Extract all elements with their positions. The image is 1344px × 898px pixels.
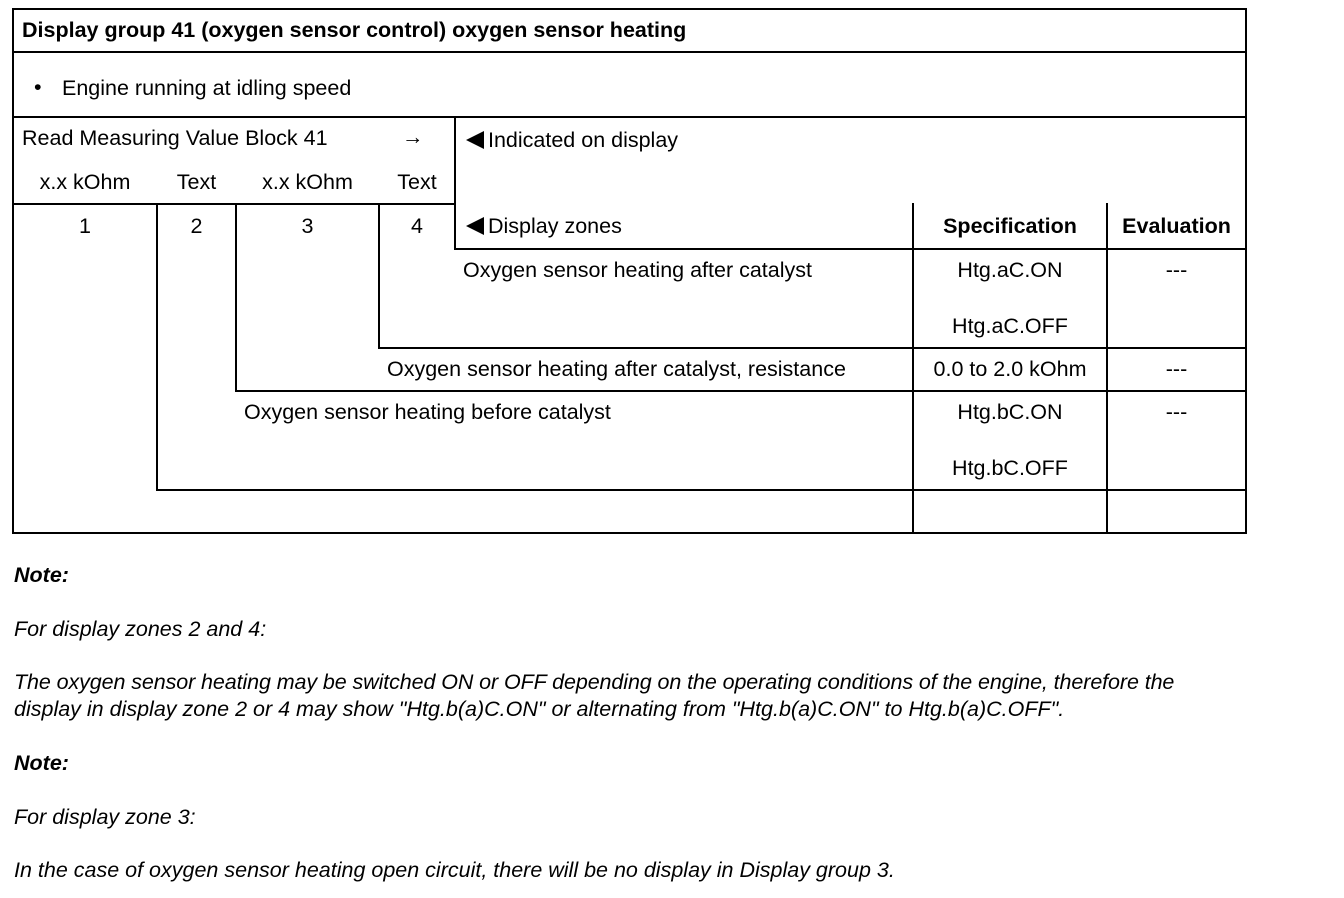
evaluation-value: --- <box>1165 400 1188 424</box>
triangle-left-icon <box>466 131 484 149</box>
unit-zone-1: x.x kOhm <box>39 170 131 194</box>
read-block-label: Read Measuring Value Block 41 <box>22 126 328 150</box>
unit-zone-2: Text <box>176 170 217 194</box>
unit-zone-4: Text <box>397 170 437 194</box>
note-text: For display zones 2 and 4: <box>14 617 267 641</box>
spec-value: 0.0 to 2.0 kOhm <box>933 357 1087 381</box>
note-text: For display zone 3: <box>14 805 196 829</box>
spec-value: Htg.bC.OFF <box>952 456 1068 480</box>
note-text: In the case of oxygen sensor heating open circuit, there will be no display in Display group 3. <box>14 858 895 882</box>
unit-zone-3: x.x kOhm <box>262 170 353 194</box>
spec-value: Htg.aC.OFF <box>952 314 1068 338</box>
indicated-label: Indicated on display <box>466 130 678 152</box>
note-text: The oxygen sensor heating may be switched ON or OFF depending on the operating conditions of the engine, therefore the <box>14 670 1175 694</box>
note-text: display in display zone 2 or 4 may show "Htg.b(a)C.ON" or alternating from "Htg.b(a)C.ON" to Htg.b(a)C.OFF". <box>14 697 1065 721</box>
triangle-left-icon <box>466 217 484 235</box>
note-heading: Note: <box>14 751 69 775</box>
column-header-evaluation: Evaluation <box>1122 214 1231 238</box>
spec-value: Htg.bC.ON <box>957 400 1063 424</box>
zone-number-1: 1 <box>79 214 91 238</box>
condition-text: Engine running at idling speed <box>62 76 352 100</box>
display-zones-label: Display zones <box>466 216 622 238</box>
zone-number-3: 3 <box>301 214 314 238</box>
arrow-right-icon: → <box>402 125 424 149</box>
spec-value: Htg.aC.ON <box>957 258 1063 282</box>
evaluation-value: --- <box>1165 357 1188 381</box>
row-label-zone-3: Oxygen sensor heating after catalyst, resistance <box>387 357 846 381</box>
table-title: Display group 41 (oxygen sensor control) oxygen sensor heating <box>22 18 687 42</box>
row-label-zone-2: Oxygen sensor heating before catalyst <box>244 400 611 424</box>
zone-number-4: 4 <box>411 214 423 238</box>
column-header-specification: Specification <box>943 214 1077 238</box>
evaluation-value: --- <box>1165 258 1188 282</box>
note-heading: Note: <box>14 563 69 587</box>
row-label-zone-4: Oxygen sensor heating after catalyst <box>463 258 812 282</box>
bullet-icon: • <box>34 75 42 99</box>
zone-number-2: 2 <box>190 214 203 238</box>
